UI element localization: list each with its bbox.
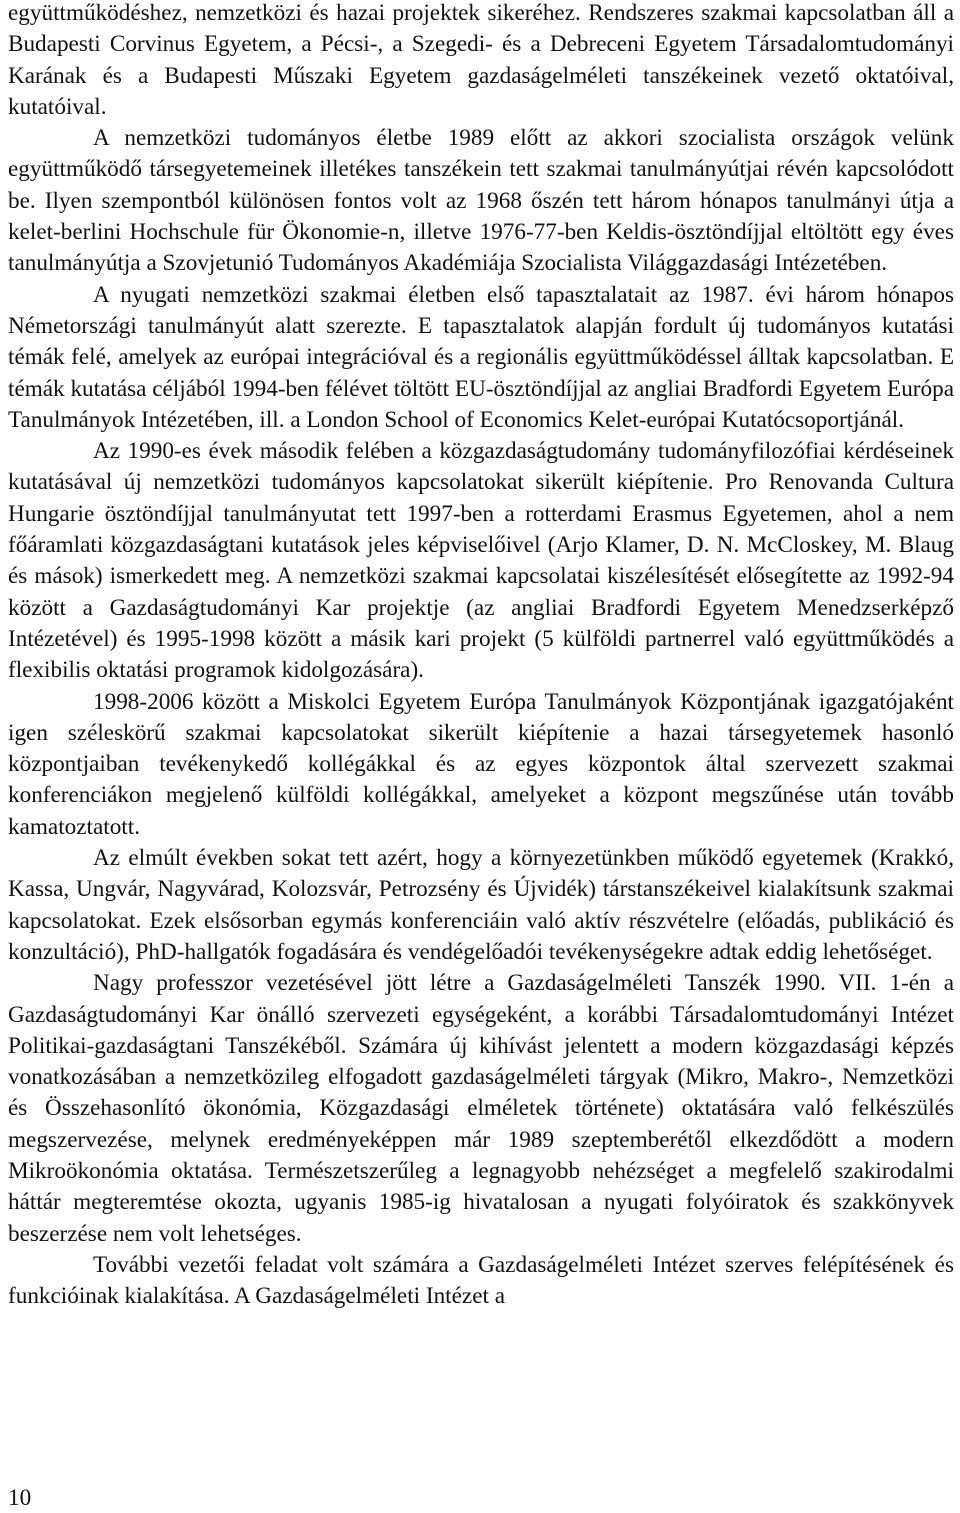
paragraph-1990s-research: Az 1990-es évek második felében a közgazdaságtudomány tudományfilozófiai kérdéseinek kutatásával új nemzetközi tudományos kapcsolatokat sikerült kiépítenie. Pro Renovanda Cultura Hungarie ösztöndíjjal tanulmányutat tett 1997-ben a rotterdami Erasmus Egyetemen, ahol a nem főáramlati közgazdaságtani kutatások jeles képviselőivel (Arjo Klamer, D. N. McCloskey, M. Blaug és mások) ismerkedett meg. A nemzetközi szakmai kapcsolatai kiszélesítését elősegítette az 1992-94 között a Gazdaságtudományi Kar projektje (az angliai Bradfordi Egyetem Menedzserképző Intézetével) és 1995-1998 között a másik kari projekt (5 külföldi partnerrel való együttműködés a flexibilis oktatási programok kidolgozására).: [8, 438, 954, 684]
document-body: [8, 0, 954, 1312]
paragraph-western-experience: A nyugati nemzetközi szakmai életben első tapasztalatait az 1987. évi három hónapos Németországi tanulmányút alatt szerezte. E tapasztalatok alapján fordult új tudományos kutatási témák felé, amelyek az európai integrációval és a regionális együttműködéssel álltak kapcsolatban. E témák kutatása céljából 1994-ben félévet töltött EU-ösztöndíjjal az angliai Bradfordi Egyetem Európa Tanulmányok Intézetében, ill. a London School of Economics Kelet-európai Kutatócsoportjánál.: [8, 281, 954, 433]
paragraph-regional-universities: Az elmúlt években sokat tett azért, hogy a környezetünkben működő egyetemek (Krakkó, Kassa, Ungvár, Nagyvárad, Kolozsvár, Petrozsény és Újvidék) társtanszékeivel kialakítsunk szakmai kapcsolatokat. Ezek elsősorban egymás konferenciáin való aktív részvételre (előadás, publikáció és konzultáció), PhD-hallgatók fogadására és vendégelőadói tevékenységekre adtak eddig lehetőséget.: [8, 845, 954, 965]
paragraph-european-studies-center: 1998-2006 között a Miskolci Egyetem Európa Tanulmányok Központjának igazgatójaként igen széleskörű szakmai kapcsolatokat sikerült kiépítenie a hazai társegyetemek hasonló központjaiban tevékenykedő kollégákkal és az egyes központok által szervezett szakmai konferenciákon megjelenő külföldi kollégákkal, amelyeket a központ megszűnése után tovább kamatoztatott.: [8, 688, 954, 840]
paragraph-international-before-1989: A nemzetközi tudományos életbe 1989 előtt az akkori szocialista országok velünk együttműködő társegyetemeinek illetékes tanszékein tett szakmai tanulmányútjai révén kapcsolódott be. Ilyen szempontból különösen fontos volt az 1968 őszén tett három hónapos tanulmányi útja a kelet-berlini Hochschule für Ökonomie-n, illetve 1976-77-ben Keldis-ösztöndíjjal eltöltött egy éves tanulmányútja a Szovjetunió Tudományos Akadémiája Szocialista Világgazdasági Intézetében.: [8, 125, 954, 277]
paragraph-institute-tasks: További vezetői feladat volt számára a Gazdaságelméleti Intézet szerves felépítésének és funkcióinak kialakítása. A Gazdaságelméleti Intézet a: [8, 1251, 954, 1310]
page-number: 10: [8, 1485, 32, 1511]
paragraph-department-founding: Nagy professzor vezetésével jött létre a Gazdaságelméleti Tanszék 1990. VII. 1-én a Gazdaságtudományi Kar önálló szervezeti egységeként, a korábbi Társadalomtudományi Intézet Politikai-gazdaságtani Tanszékéből. Számára új kihívást jelentett a modern közgazdasági képzés vonatkozásában a nemzetközileg elfogadott gazdaságelméleti tárgyak (Mikro, Makro-, Nemzetközi és Összehasonlító ökonómia, Közgazdasági elméletek története) oktatására való felkészülés megszervezése, melynek eredményeképpen már 1989 szeptemberétől elkezdődött a modern Mikroökonómia oktatása. Természetszerűleg a legnagyobb nehézséget a megfelelő szakirodalmi háttár megteremtése okozta, ugyanis 1985-ig hivatalosan a nyugati folyóiratok és szakkönyvek beszerzése nem volt lehetséges.: [8, 970, 954, 1247]
paragraph-continued-collaboration: együttműködéshez, nemzetközi és hazai projektek sikeréhez. Rendszeres szakmai kapcsolatban áll a Budapesti Corvinus Egyetem, a Pécsi-, a Szegedi- és a Debreceni Egyetem Társadalomtudományi Karának és a Budapesti Műszaki Egyetem gazdaságelméleti tanszékeinek vezető oktatóival, kutatóival.: [8, 0, 954, 120]
